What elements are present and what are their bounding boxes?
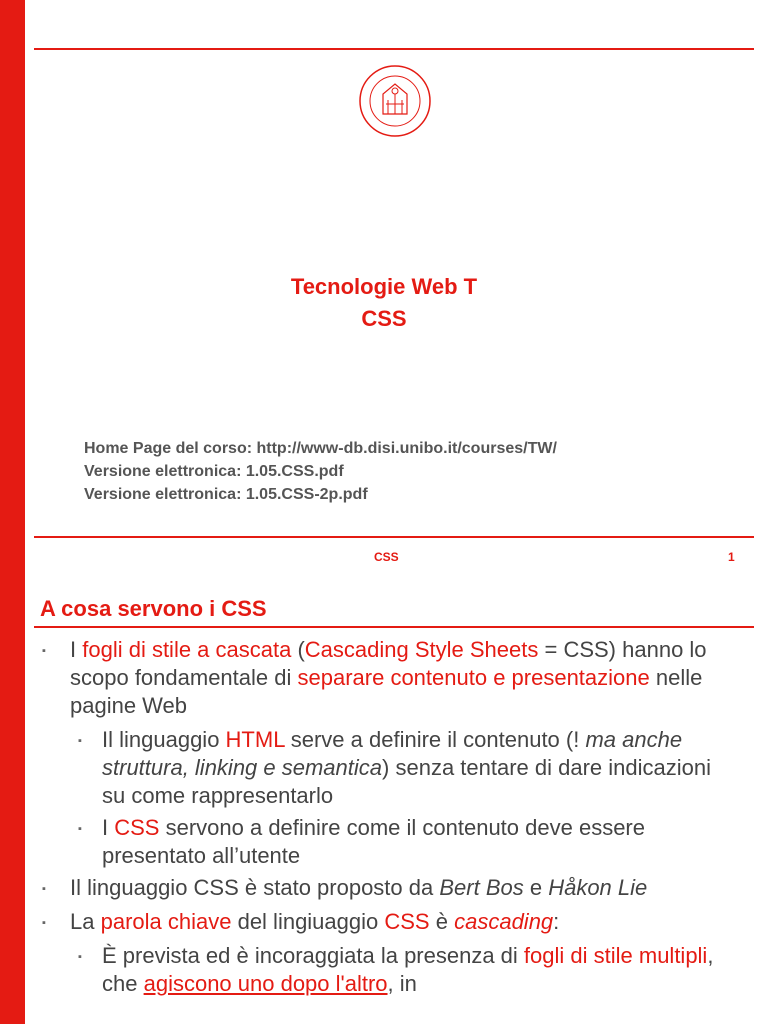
list-item: ▪ I fogli di stile a cascata (Cascading Style Sheets = CSS) hanno lo scopo fondamentale di separare contenuto e presentazione nelle pagine Web <box>42 637 707 718</box>
list-item: ▪ I CSS servono a definire come il contenuto deve essere presentato all’utente <box>78 815 645 868</box>
list-item: ▪ È prevista ed è incoraggiata la presenza di fogli di stile multipli, che agiscono uno dopo l'altro, in <box>78 943 714 996</box>
bullet-marker: ▪ <box>42 645 46 657</box>
section-title: A cosa servono i CSS <box>40 596 267 621</box>
section-title-underline <box>34 626 754 628</box>
left-accent-bar <box>0 0 25 1024</box>
university-seal-icon <box>358 64 432 138</box>
bullet-marker: ▪ <box>78 823 82 835</box>
list-item: ▪ La parola chiave del lingiuaggio CSS è cascading: <box>40 908 740 936</box>
top-divider <box>34 48 754 50</box>
bullet-marker: ▪ <box>42 883 46 895</box>
footer-divider <box>34 536 754 538</box>
electronic-version-line1: Versione elettronica: 1.05.CSS.pdf <box>84 463 344 480</box>
bullet-marker: ▪ <box>78 735 82 747</box>
slide-title-line2: CSS <box>361 306 407 331</box>
list-item: ▪ Il linguaggio CSS è stato proposto da Bert Bos e Håkon Lie <box>40 874 740 902</box>
bullet-marker: ▪ <box>42 917 46 929</box>
bullet-list <box>40 636 740 1002</box>
slide-title-line1: Tecnologie Web T <box>290 274 478 299</box>
electronic-version-line2: Versione elettronica: 1.05.CSS-2p.pdf <box>84 486 368 503</box>
course-homepage-line: Home Page del corso: http://www-db.disi.unibo.it/courses/TW/ <box>84 440 557 457</box>
list-item: ▪ Il linguaggio HTML serve a definire il contenuto (! ma anche struttura, linking e semantica) senza tentare di dare indicazioni su come rappresentarlo <box>78 727 711 808</box>
page-number: 1 <box>728 550 735 564</box>
bullet-marker: ▪ <box>78 951 82 963</box>
footer-title: CSS <box>374 550 399 564</box>
